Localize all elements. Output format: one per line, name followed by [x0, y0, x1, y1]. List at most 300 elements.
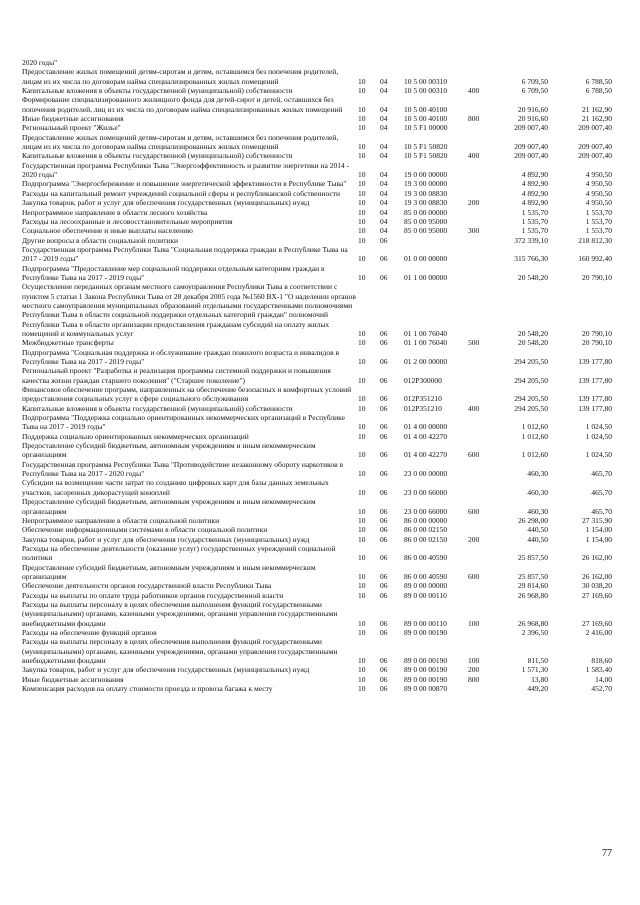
row-name: Расходы на выплаты по оплате труда работников органов государственной власти — [22, 590, 284, 600]
target-item-code: 10 5 F1 50820 — [404, 142, 448, 152]
expense-type-code: 800 — [468, 674, 480, 684]
section-code: 10 — [358, 618, 366, 628]
section-code: 10 — [358, 198, 366, 208]
subsection-code: 04 — [380, 226, 388, 236]
row-name: Финансовое обеспечение программ, направленных на обеспечение безопасных и комфортных условий предоставления социальных услуг в сфере социального обслуживания — [22, 385, 352, 404]
table-row — [22, 591, 612, 600]
target-item-code: 012P351210 — [404, 394, 442, 404]
amount-year-1: 294 205,50 — [514, 375, 548, 385]
section-code: 10 — [358, 179, 366, 189]
amount-year-2: 1 553,70 — [585, 216, 612, 226]
section-code: 10 — [358, 151, 366, 161]
subsection-code: 06 — [380, 375, 388, 385]
subsection-code: 06 — [380, 590, 388, 600]
section-code — [358, 58, 380, 67]
target-item-code: 89 0 00 00190 — [404, 674, 448, 684]
section-code: 10 — [358, 450, 366, 460]
expense-type-code — [468, 208, 488, 217]
expense-type-code: 500 — [468, 338, 480, 348]
table-row — [22, 497, 612, 516]
row-name: Региональный проект "Разработка и реализация программы системной поддержки и повышения качества жизни граждан старшего поколения" ("Старшее поколение") — [22, 366, 331, 385]
section-code: 10 — [358, 114, 366, 124]
amount-year-2 — [548, 58, 612, 67]
expense-type-code — [468, 366, 488, 385]
row-name: Подпрограмма "Поддержка социально ориентированных некоммерческих организаций в Республике Тыва на 2017 - 2019 годы" — [22, 413, 345, 432]
section-code: 10 — [358, 254, 366, 264]
row-name: Предоставление субсидий бюджетным, автономным учреждениям и иным некоммерческим организациям — [22, 441, 316, 460]
subsection-code: 04 — [380, 198, 388, 208]
section-code: 10 — [358, 207, 366, 217]
amount-year-1: 1 535,70 — [521, 226, 548, 236]
section-code: 10 — [358, 142, 366, 152]
expense-type-code — [468, 348, 488, 367]
subsection-code: 06 — [380, 506, 388, 516]
amount-year-2: 21 162,90 — [582, 104, 612, 114]
section-code: 10 — [358, 665, 366, 675]
amount-year-2: 818,60 — [591, 656, 612, 665]
expense-type-code: 200 — [468, 198, 480, 208]
amount-year-2: 6 788,50 — [585, 86, 612, 96]
amount-year-1: 13,80 — [531, 674, 548, 684]
section-code: 10 — [358, 656, 366, 665]
subsection-code: 04 — [380, 151, 388, 161]
row-name: Компенсация расходов на оплату стоимости проезда и провоза багажа к месту — [22, 684, 273, 694]
row-name: Расходы на выплаты персоналу в целях обеспечения выполнения функций государственными (муниципальными) органами, казенными учреждениями, органами управления государственными внебюджетными фондами — [22, 599, 338, 628]
subsection-code: 06 — [380, 487, 388, 497]
table-row — [22, 348, 612, 367]
table-row — [22, 282, 612, 338]
row-name: Закупка товаров, работ и услуг для обеспечения государственных (муниципальных) нужд — [22, 665, 310, 675]
expense-type-code: 400 — [468, 86, 480, 96]
section-code: 10 — [358, 487, 366, 497]
subsection-code: 06 — [380, 422, 388, 432]
section-code: 10 — [358, 571, 366, 581]
amount-year-1: 4 892,90 — [521, 198, 548, 208]
table-row — [22, 535, 612, 544]
target-item-code: 23 0 00 66000 — [404, 487, 448, 497]
amount-year-2: 27 169,60 — [582, 590, 612, 600]
table-row — [22, 67, 612, 86]
row-name: Капитальные вложения в объекты государственной (муниципальной) собственности — [22, 151, 293, 161]
target-item-code: 86 0 00 02150 — [404, 534, 448, 544]
row-name: Поддержка социально ориентированных некоммерческих организаций — [22, 431, 249, 441]
amount-year-2: 14,00 — [595, 674, 612, 684]
subsection-code: 06 — [380, 235, 388, 245]
table-row — [22, 338, 612, 347]
table-row — [22, 86, 612, 95]
subsection-code: 06 — [380, 357, 388, 366]
target-item-code: 19 3 00 00000 — [404, 179, 448, 189]
amount-year-2: 1 024,50 — [585, 422, 612, 432]
section-code: 10 — [358, 422, 366, 432]
expense-type-code — [468, 581, 488, 590]
amount-year-1: 20 548,20 — [518, 272, 548, 282]
table-row — [22, 684, 612, 693]
amount-year-2: 4 950,50 — [585, 188, 612, 198]
expense-type-code — [468, 217, 488, 226]
amount-year-2: 26 162,00 — [582, 553, 612, 563]
subsection-code: 04 — [380, 188, 388, 198]
row-name: Непрограммное направление в области социальной политики — [22, 515, 220, 525]
section-code: 10 — [358, 590, 366, 600]
target-item-code — [404, 236, 468, 245]
amount-year-2: 160 992,40 — [578, 254, 612, 264]
target-item-code: 01 0 00 00000 — [404, 254, 448, 264]
amount-year-1: 2 396,50 — [521, 627, 548, 637]
amount-year-1: 6 709,50 — [521, 76, 548, 86]
target-item-code: 10 5 00 40100 — [404, 104, 448, 114]
amount-year-1: 294 205,50 — [514, 394, 548, 404]
section-code: 10 — [358, 403, 366, 413]
table-row — [22, 189, 612, 198]
amount-year-2: 1 024,50 — [585, 431, 612, 441]
amount-year-2: 2 416,00 — [585, 627, 612, 637]
amount-year-1: 209 007,40 — [514, 142, 548, 152]
subsection-code: 06 — [380, 328, 388, 338]
amount-year-1: 1 571,30 — [521, 665, 548, 675]
amount-year-1: 1 012,60 — [521, 422, 548, 432]
subsection-code: 06 — [380, 656, 388, 665]
table-row — [22, 675, 612, 684]
row-name: Региональный проект "Жилье" — [22, 123, 121, 133]
amount-year-2: 6 788,50 — [585, 76, 612, 86]
row-name: Субсидии на возмещение части затрат по созданию цифровых карт для базы данных земельных участков, засоренных дикорастущей коноплей — [22, 478, 329, 497]
amount-year-2: 1 583,40 — [585, 665, 612, 675]
table-row — [22, 516, 612, 525]
amount-year-1: 4 892,90 — [521, 188, 548, 198]
amount-year-1: 20 548,20 — [518, 328, 548, 338]
section-code: 10 — [358, 272, 366, 282]
amount-year-1: 1 012,60 — [521, 431, 548, 441]
amount-year-1: 25 857,50 — [518, 571, 548, 581]
amount-year-1: 1 535,70 — [521, 207, 548, 217]
row-name: Обеспечение информационными системами в области социальной политики — [22, 525, 268, 535]
row-name: 2020 годы" — [22, 58, 58, 67]
target-item-code: 89 0 00 00190 — [404, 656, 448, 665]
table-row — [22, 563, 612, 582]
expense-type-code: 100 — [468, 656, 480, 665]
target-item-code: 86 0 00 40590 — [404, 553, 448, 563]
expense-type-code — [468, 67, 488, 86]
amount-year-2: 139 177,80 — [578, 357, 612, 366]
row-name: Межбюджетные трансферты — [22, 338, 114, 348]
table-row — [22, 217, 612, 226]
subsection-code — [380, 58, 404, 67]
amount-year-1: 209 007,40 — [514, 123, 548, 133]
table-row — [22, 478, 612, 497]
expense-type-code: 600 — [468, 450, 480, 460]
row-name: Социальное обеспечение и иные выплаты населению — [22, 226, 193, 236]
amount-year-1: 29 814,60 — [518, 581, 548, 591]
target-item-code: 85 0 00 95000 — [404, 216, 448, 226]
amount-year-2: 465,70 — [591, 469, 612, 479]
subsection-code: 04 — [380, 142, 388, 152]
subsection-code: 04 — [380, 86, 388, 96]
subsection-code: 04 — [380, 114, 388, 124]
target-item-code: 89 0 00 00000 — [404, 581, 448, 591]
table-row — [22, 198, 612, 207]
row-name: Государственная программа Республики Тыва "Социальная поддержка граждан в Республике Тыва на 2017 - 2019 годы" — [22, 244, 348, 264]
target-item-code: 85 0 00 00000 — [404, 207, 448, 217]
expense-type-code — [468, 525, 488, 534]
row-name: Другие вопросы в области социальной политики — [22, 235, 179, 245]
amount-year-2: 4 950,50 — [585, 170, 612, 180]
target-item-code: 89 0 00 00110 — [404, 618, 447, 628]
amount-year-1: 1 535,70 — [521, 216, 548, 226]
section-code: 10 — [358, 525, 366, 535]
amount-year-2: 1 154,00 — [585, 525, 612, 535]
section-code: 10 — [358, 86, 366, 96]
expense-type-code — [468, 432, 488, 441]
amount-year-1: 460,30 — [527, 469, 548, 479]
amount-year-1: 372 339,10 — [514, 235, 548, 245]
subsection-code: 06 — [380, 684, 388, 694]
expense-type-code — [468, 478, 488, 497]
subsection-code: 06 — [380, 581, 388, 591]
amount-year-1: 1 012,60 — [521, 450, 548, 460]
row-name: Капитальные вложения в объекты государственной (муниципальной) собственности — [22, 403, 293, 413]
row-name: Расходы на выплаты персоналу в целях обеспечения выполнения функций государственными (муниципальными) органами, казенными учреждениями, органами управления государственными внебюджетными фондами — [22, 637, 338, 665]
section-code: 10 — [358, 170, 366, 180]
target-item-code: 19 3 00 08830 — [404, 188, 448, 198]
amount-year-2: 1 154,00 — [585, 534, 612, 544]
row-name: Предоставление субсидий бюджетным, автономным учреждениям и иным некоммерческим организациям — [22, 497, 316, 516]
row-name: Расходы на капитальный ремонт учреждений социальной сферы и республиканской собственности — [22, 188, 341, 198]
target-item-code: 10 5 00 00310 — [404, 76, 448, 86]
subsection-code: 06 — [380, 272, 388, 282]
target-item-code: 012P300000 — [404, 375, 442, 385]
subsection-code: 06 — [380, 338, 388, 348]
table-row — [22, 413, 612, 432]
expense-type-code: 600 — [468, 506, 480, 516]
table-row — [22, 236, 612, 245]
target-item-code: 01 1 00 00000 — [404, 272, 448, 282]
target-item-code: 012P351210 — [404, 403, 442, 413]
row-name: Осуществление переданных органам местного самоуправления Республики Тыва в соответствии с пунктом 5 статьи 1 Закона Республики Тыва от 28 декабря 2005 года №1560 ВХ-1 "О наделении органов местного самоуправления муниципальных образований отдельными государственными полномочиями Республики Тыва в области социальной поддержки отдельных категорий граждан" полномочий Республики Тыва в области организации предоставления гражданам субсидий на оплату жилых помещений и коммунальных услуг — [22, 282, 356, 338]
target-item-code: 10 5 F1 00000 — [404, 123, 448, 133]
row-name: Капитальные вложения в объекты государственной (муниципальной) собственности — [22, 86, 293, 96]
subsection-code: 04 — [380, 104, 388, 114]
row-name: Формирование специализированного жилищного фонда для детей-сирот и детей, оставшихся без попечения родителей, лиц из их числа по договорам найма специализированных жилых помещений — [22, 95, 343, 114]
target-item-code: 10 5 F1 50820 — [404, 151, 448, 161]
table-row — [22, 665, 612, 674]
expense-type-code — [468, 161, 488, 180]
expense-type-code: 200 — [468, 665, 480, 675]
expense-type-code: 300 — [468, 226, 480, 236]
target-item-code: 01 2 00 00000 — [404, 357, 448, 366]
expense-type-code: 600 — [468, 571, 480, 581]
amount-year-1: 294 205,50 — [514, 357, 548, 366]
expense-type-code — [468, 282, 488, 338]
subsection-code: 04 — [380, 170, 388, 180]
section-code: 10 — [358, 674, 366, 684]
amount-year-1: 20 548,20 — [518, 338, 548, 348]
amount-year-2: 1 024,50 — [585, 450, 612, 460]
amount-year-2: 30 038,20 — [582, 581, 612, 591]
table-row — [22, 95, 612, 114]
table-row — [22, 58, 612, 67]
target-item-code: 10 5 00 40100 — [404, 114, 448, 124]
subsection-code: 06 — [380, 534, 388, 544]
table-row — [22, 581, 612, 590]
amount-year-2: 20 790,10 — [582, 338, 612, 348]
expense-type-code — [468, 123, 488, 132]
expense-type-code: 400 — [468, 403, 480, 413]
subsection-code: 06 — [380, 403, 388, 413]
target-item-code: 01 4 00 00000 — [404, 422, 448, 432]
target-item-code: 23 0 00 00000 — [404, 469, 448, 479]
amount-year-2: 27 169,60 — [582, 618, 612, 628]
expense-type-code — [468, 133, 488, 152]
target-item-code: 01 1 00 76040 — [404, 338, 448, 348]
row-name: Подпрограмма "Энергосбережение и повышение энергетической эффективности в Республике Тыва" — [22, 179, 347, 189]
row-name: Предоставление субсидий бюджетным, автономным учреждениям и иным некоммерческим организациям — [22, 562, 316, 581]
table-row — [22, 600, 612, 628]
section-code: 10 — [358, 684, 366, 694]
amount-year-2: 27 315,90 — [582, 515, 612, 525]
amount-year-1 — [488, 58, 548, 67]
target-item-code: 23 0 00 66000 — [404, 506, 448, 516]
amount-year-2: 1 553,70 — [585, 226, 612, 236]
amount-year-2: 452,70 — [591, 684, 612, 694]
amount-year-2: 20 790,10 — [582, 272, 612, 282]
table-row — [22, 366, 612, 385]
section-code: 10 — [358, 553, 366, 563]
subsection-code: 06 — [380, 450, 388, 460]
expense-type-code — [468, 236, 488, 245]
amount-year-1: 294 205,50 — [514, 403, 548, 413]
section-code: 10 — [358, 226, 366, 236]
target-item-code: 19 0 00 00000 — [404, 170, 448, 180]
section-code: 10 — [358, 357, 366, 366]
amount-year-2: 139 177,80 — [578, 403, 612, 413]
amount-year-1: 440,50 — [527, 525, 548, 535]
expense-type-code: 800 — [468, 114, 480, 124]
subsection-code: 04 — [380, 207, 388, 217]
amount-year-1: 209 007,40 — [514, 151, 548, 161]
amount-year-1: 20 916,60 — [518, 114, 548, 124]
row-name: Предоставление жилых помещений детям-сиротам и детям, оставшимся без попечения родителей, лицам из их числа по договорам найма специализированных жилых помещений — [22, 132, 339, 152]
amount-year-2: 209 007,40 — [578, 151, 612, 161]
expense-type-code — [468, 245, 488, 264]
amount-year-2: 26 162,00 — [582, 571, 612, 581]
table-row — [22, 114, 612, 123]
amount-year-2: 465,70 — [591, 487, 612, 497]
target-item-code: 89 0 00 00110 — [404, 590, 447, 600]
expense-type-code — [468, 189, 488, 198]
row-name: Государственная программа Республики Тыва "Противодействие незаконному обороту наркотиков в Республике Тыва на 2017 - 2020 годы" — [22, 459, 344, 479]
table-row — [22, 264, 612, 283]
expense-type-code: 100 — [468, 618, 480, 628]
amount-year-2: 4 950,50 — [585, 198, 612, 208]
subsection-code: 04 — [380, 179, 388, 189]
row-name: Обеспечение деятельности органов государственной власти Республики Тыва — [22, 581, 272, 591]
amount-year-2: 465,70 — [591, 506, 612, 516]
amount-year-1: 440,50 — [527, 534, 548, 544]
amount-year-1: 4 892,90 — [521, 179, 548, 189]
table-row — [22, 151, 612, 160]
target-item-code: 89 0 00 00870 — [404, 684, 448, 694]
section-code: 10 — [358, 534, 366, 544]
expense-type-code — [468, 58, 488, 67]
subsection-code: 04 — [380, 76, 388, 86]
target-item-code: 89 0 00 00190 — [404, 627, 448, 637]
table-row — [22, 544, 612, 563]
amount-year-1: 26 968,80 — [518, 618, 548, 628]
target-item-code: 01 4 00 42270 — [404, 450, 448, 460]
amount-year-2: 218 812,30 — [578, 235, 612, 245]
subsection-code: 06 — [380, 627, 388, 637]
amount-year-2: 209 007,40 — [578, 142, 612, 152]
row-name: Расходы на обеспечение деятельности (оказание услуг) государственных учреждений социальной политики — [22, 543, 336, 563]
table-row — [22, 432, 612, 441]
section-code: 10 — [358, 104, 366, 114]
budget-document — [22, 58, 612, 693]
table-row — [22, 441, 612, 460]
table-row — [22, 637, 612, 665]
table-row — [22, 161, 612, 180]
amount-year-1: 6 709,50 — [521, 86, 548, 96]
subsection-code: 06 — [380, 394, 388, 404]
row-name: Непрограммное направление в области лесного хозяйства — [22, 207, 208, 217]
row-name: Расходы на обеспечение функций органов — [22, 627, 157, 637]
amount-year-1: 460,30 — [527, 506, 548, 516]
table-row — [22, 404, 612, 413]
amount-year-2: 139 177,80 — [578, 375, 612, 385]
target-item-code: 85 0 00 95000 — [404, 226, 448, 236]
section-code: 10 — [358, 469, 366, 479]
subsection-code: 06 — [380, 515, 388, 525]
amount-year-2: 21 162,90 — [582, 114, 612, 124]
amount-year-1: 315 766,30 — [514, 254, 548, 264]
subsection-code: 06 — [380, 618, 388, 628]
target-item-code: 10 5 00 00310 — [404, 86, 448, 96]
table-row — [22, 226, 612, 235]
subsection-code: 06 — [380, 469, 388, 479]
amount-year-1: 460,30 — [527, 487, 548, 497]
amount-year-1: 25 857,50 — [518, 553, 548, 563]
section-code: 10 — [358, 328, 366, 338]
target-item-code: 01 4 00 42270 — [404, 431, 448, 441]
target-item-code: 01 1 00 76040 — [404, 328, 448, 338]
amount-year-2: 4 950,50 — [585, 179, 612, 189]
amount-year-1: 811,50 — [527, 656, 548, 665]
row-name: Подпрограмма "Предоставление мер социальной поддержки отдельным категориям граждан в Республике Тыва на 2017 - 2019 годы" — [22, 263, 325, 282]
budget-table-body — [22, 58, 612, 693]
row-name: Расходы на лесоохранные и лесовосстановительные мероприятия — [22, 216, 233, 226]
amount-year-1: 449,20 — [527, 684, 548, 694]
section-code: 10 — [358, 627, 366, 637]
subsection-code: 04 — [380, 123, 388, 133]
table-row — [22, 179, 612, 188]
table-row — [22, 245, 612, 264]
expense-type-code — [468, 264, 488, 283]
section-code: 10 — [358, 338, 366, 348]
amount-year-1: 4 892,90 — [521, 170, 548, 180]
expense-type-code — [468, 385, 488, 404]
row-name: Иные бюджетные ассигнования — [22, 674, 124, 684]
target-item-code: 86 0 00 02150 — [404, 525, 448, 535]
expense-type-code: 400 — [468, 151, 480, 161]
section-code: 10 — [358, 235, 366, 245]
amount-year-2: 139 177,80 — [578, 394, 612, 404]
table-row — [22, 123, 612, 132]
section-code: 10 — [358, 506, 366, 516]
table-row — [22, 208, 612, 217]
amount-year-1: 20 916,60 — [518, 104, 548, 114]
target-item-code: 89 0 00 00190 — [404, 665, 448, 675]
subsection-code: 06 — [380, 571, 388, 581]
